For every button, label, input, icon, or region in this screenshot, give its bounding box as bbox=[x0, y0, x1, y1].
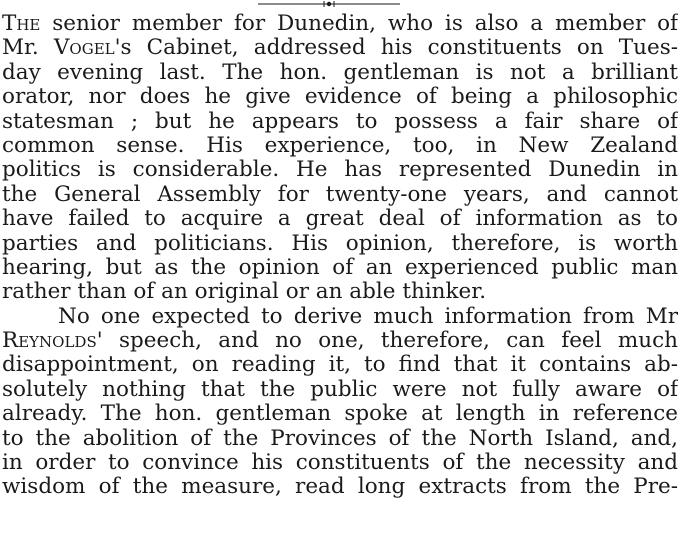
article-body bbox=[2, 12, 678, 500]
line-text: disappointment, on reading it, to find that it contains ab- bbox=[2, 353, 678, 378]
paragraph bbox=[2, 305, 678, 500]
line-text: Mr. bbox=[2, 36, 54, 61]
text-line bbox=[2, 232, 678, 256]
text-line bbox=[2, 256, 678, 280]
section-divider-ornament bbox=[258, 0, 400, 8]
text-line bbox=[2, 12, 678, 36]
line-text: statesman ; but he appears to possess a fair share of bbox=[2, 109, 678, 134]
text-line bbox=[2, 134, 678, 158]
text-line bbox=[2, 280, 678, 304]
text-line bbox=[2, 353, 678, 377]
line-text: wisdom of the measure, read long extracts from the Pre- bbox=[2, 475, 678, 500]
line-text: common sense. His experience, too, in New Zealand bbox=[2, 133, 678, 158]
text-line bbox=[2, 378, 678, 402]
text-line bbox=[2, 85, 678, 109]
line-text: politics is considerable. He has represented Dunedin in bbox=[2, 158, 678, 183]
line-text: senior member for Dunedin, who is also a member of bbox=[40, 12, 678, 36]
small-caps-text: The bbox=[2, 12, 41, 36]
text-line bbox=[2, 451, 678, 475]
line-text: hearing, but as the opinion of an experienced public man bbox=[2, 255, 678, 280]
text-line bbox=[2, 305, 678, 329]
line-text: already. The hon. gentleman spoke at length in reference bbox=[2, 402, 678, 427]
line-text: orator, nor does he give evidence of being a philosophic bbox=[2, 85, 678, 110]
text-line bbox=[2, 61, 678, 85]
paragraph bbox=[2, 12, 678, 305]
line-text: solutely nothing that the public were not fully aware of bbox=[2, 377, 678, 402]
text-line bbox=[2, 329, 678, 353]
text-line bbox=[2, 158, 678, 182]
line-text: parties and politicians. His opinion, therefore, is worth bbox=[2, 231, 678, 256]
line-text: have failed to acquire a great deal of information as to bbox=[2, 207, 678, 232]
line-text: in order to convince his constituents of the necessity and bbox=[2, 451, 678, 476]
line-text: to the abolition of the Provinces of the North Island, and, bbox=[2, 426, 678, 451]
line-text: rather than of an original or an able thinker. bbox=[2, 280, 487, 305]
text-line bbox=[2, 207, 678, 231]
line-text: the General Assembly for twenty-one years, and cannot bbox=[2, 182, 678, 207]
small-caps-text: Reynolds bbox=[2, 329, 97, 354]
line-text: No one expected to derive much information from Mr bbox=[58, 304, 678, 329]
text-line bbox=[2, 402, 678, 426]
text-line bbox=[2, 183, 678, 207]
line-text: 's Cabinet, addressed his constituents on Tues- bbox=[114, 36, 678, 61]
line-text: day evening last. The hon. gentleman is not a brilliant bbox=[2, 60, 678, 85]
line-text: ' speech, and no one, therefore, can feel much bbox=[96, 329, 678, 354]
text-line bbox=[2, 110, 678, 134]
text-line bbox=[2, 36, 678, 60]
small-caps-text: Vogel bbox=[53, 36, 115, 61]
text-line bbox=[2, 475, 678, 499]
text-line bbox=[2, 427, 678, 451]
